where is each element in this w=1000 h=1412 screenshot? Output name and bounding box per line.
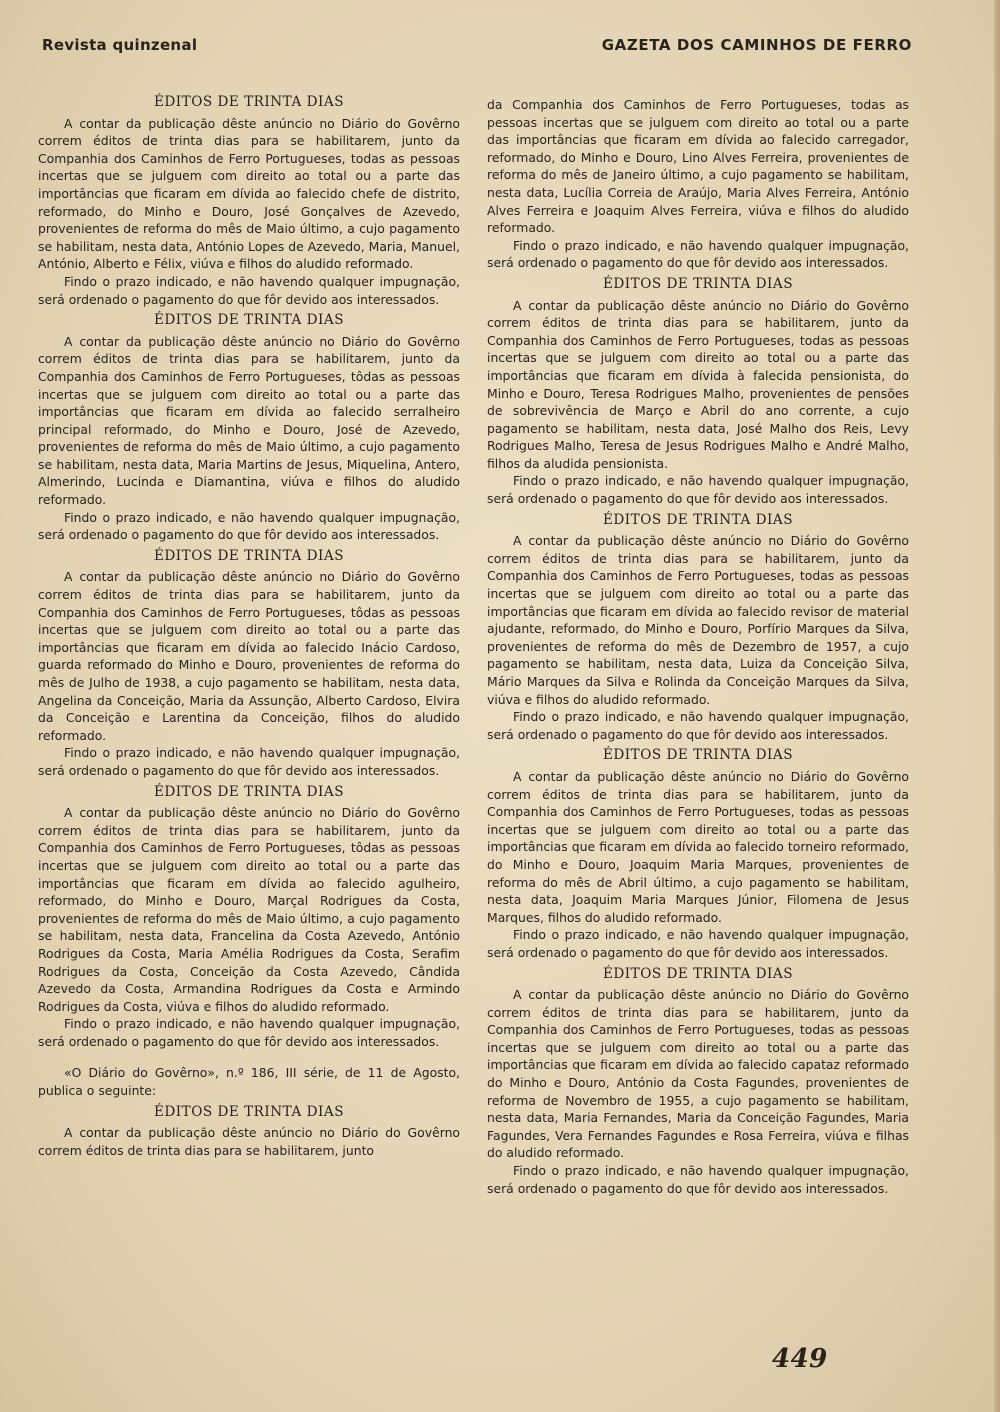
notice-body-continued: da Companhia dos Caminhos de Ferro Portugueses, todas as pessoas incertas que se julguem com direito ao total ou a parte das importâncias que ficaram em dívida ao falecido carregador, reformado, do Minho e Douro, Lino Alves Ferreira, provenientes de reforma do mês de Janeiro último, a cujo pagamento se habilitam, nesta data, Lucília Correia de Araújo, Maria Alves Ferreira, António Alves Ferreira e Joaquim Alves Ferreira, viúva e filhos do aludido reformado. [487, 97, 909, 236]
notice-closing: Findo o prazo indicado, e não havendo qualquer impugnação, será ordenado o pagamento do que fôr devido aos interessados. [38, 273, 460, 307]
notice-body: A contar da publicação dêste anúncio no Diário do Govêrno correm éditos de trinta dias para se habilitarem, junto [38, 1125, 460, 1158]
notice-body: A contar da publicação dêste anúncio no Diário do Govêrno correm éditos de trinta dias para se habilitarem, junto da Companhia dos Caminhos de Ferro Portugueses, todas as pessoas incertas que se julguem com direito ao total ou a parte das importâncias que ficaram em dívida ao falecido torneiro reformado, do Minho e Douro, Joaquim Maria Marques, provenientes de reforma do mês de Abril último, a cujo pagamento se habilitam, nesta data, Joaquim Maria Marques Júnior, Filomena de Jesus Marques, filhos do aludido reformado. [487, 768, 909, 925]
notice-closing: Findo o prazo indicado, e não havendo qualquer impugnação, será ordenado o pagamento do que fôr devido aos interessados. [38, 745, 460, 778]
notice-closing: Findo o prazo indicado, e não havendo qualquer impugnação, será ordenado o pagamento do que fôr devido aos interessados. [487, 237, 909, 271]
running-header-right: GAZETA DOS CAMINHOS DE FERRO [601, 36, 912, 54]
notice-closing: Findo o prazo indicado, e não havendo qualquer impugnação, será ordenado o pagamento do que fôr devido aos interessados. [487, 1163, 909, 1196]
spacer [38, 1050, 460, 1064]
notice-body: A contar da publicação dêste anúncio no Diário do Govêrno correm éditos de trinta dias para se habilitarem, junto da Companhia dos Caminhos de Ferro Portugueses, todas as pessoas incertas que se julguem com direito ao total ou a parte das importâncias que ficaram em dívida ao falecido capataz reformado do Minho e Douro, António da Costa Fagundes, provenientes de reforma de Novembro de 1955, a cujo pagamento se habilitam, nesta data, Maria Fernandes, Maria da Conceição Fagundes, Maria Fagundes, Vera Fernandes Fagundes e Rosa Ferreira, viúva e filhas do aludido reformado. [487, 987, 909, 1161]
left-column [38, 92, 460, 1159]
notice-heading: ÉDITOS DE TRINTA DIAS [153, 783, 345, 800]
notice-closing: Findo o prazo indicado, e não havendo qualquer impugnação, será ordenado o pagamento do que fôr devido aos interessados. [38, 1016, 460, 1049]
notice-heading: ÉDITOS DE TRINTA DIAS [602, 747, 794, 764]
notice-closing: Findo o prazo indicado, e não havendo qualquer impugnação, será ordenado o pagamento do que fôr devido aos interessados. [487, 473, 909, 507]
gazette-intro: «O Diário do Govêrno», n.º 186, III série, de 11 de Agosto, publica o seguinte: [38, 1065, 460, 1099]
page-number: 449 [772, 1344, 828, 1374]
notice-body: A contar da publicação dêste anúncio no Diário do Govêrno correm éditos de trinta dias para se habilitarem, junto da Companhia dos Caminhos de Ferro Portugueses, tôdas as pessoas incertas que se julguem com direito ao total ou a parte das importâncias que ficaram em dívida ao falecido serralheiro principal reformado, do Minho e Douro, José de Azevedo, provenientes de reforma do mês de Maio último, a cujo pagamento se habilitam, nesta data, Maria Martins de Jesus, Miquelina, Antero, Almerindo, Lucinda e Diamantina, viúva e filhos do aludido reformado. [38, 333, 460, 508]
notice-heading: ÉDITOS DE TRINTA DIAS [602, 511, 794, 528]
notice-body: A contar da publicação dêste anúncio no Diário do Govêrno correm éditos de trinta dias para se habilitarem, junto da Companhia dos Caminhos de Ferro Portugueses, todas as pessoas incertas que se julguem com direito ao total ou a parte das importâncias que ficaram em dívida ao falecido chefe de distrito, reformado, do Minho e Douro, José Gonçalves de Azevedo, provenientes de reforma do mês de Maio último, a cujo pagamento se habilitam, nesta data, António Lopes de Azevedo, Maria, Manuel, António, Alberto e Félix, viúva e filhos do aludido reformado. [38, 115, 460, 272]
running-header-left: Revista quinzenal [42, 36, 198, 54]
notice-heading: ÉDITOS DE TRINTA DIAS [602, 275, 794, 292]
notice-heading: ÉDITOS DE TRINTA DIAS [153, 1103, 345, 1120]
notice-heading: ÉDITOS DE TRINTA DIAS [153, 312, 345, 329]
notice-heading: ÉDITOS DE TRINTA DIAS [602, 965, 794, 982]
page-edge [994, 0, 1000, 1412]
notice-closing: Findo o prazo indicado, e não havendo qualquer impugnação, será ordenado o pagamento do que fôr devido aos interessados. [38, 509, 460, 543]
right-column [487, 96, 909, 1197]
notice-body: A contar da publicação dêste anúncio no Diário do Govêrno correm éditos de trinta dias para se habilitarem, junto da Companhia dos Caminhos de Ferro Portugueses, todas as pessoas incertas que se julguem com direito ao total ou a parte das importâncias que ficaram em dívida ao falecido revisor de material ajudante, reformado, do Minho e Douro, Porfírio Marques da Silva, provenientes de reforma do mês de Dezembro de 1957, a cujo pagamento se habilitam, nesta data, Luiza da Conceição Silva, Mário Marques da Silva e Rolinda da Conceição Marques da Silva, viúva e filhos do aludido reformado. [487, 533, 909, 707]
notice-body: A contar da publicação dêste anúncio no Diário do Govêrno correm éditos de trinta dias para se habilitarem, junto da Companhia dos Caminhos de Ferro Portugueses, todas as pessoas incertas que se julguem com direito ao total ou a parte das importâncias que ficaram em dívida à falecida pensionista, do Minho e Douro, Teresa Rodrigues Malho, provenientes de pensões de sobrevivência de Março e Abril do ano corrente, a cujo pagamento se habilitam, nesta data, José Malho dos Reis, Levy Rodrigues Malho, Teresa de Jesus Rodrigues Malho e André Malho, filhos da aludida pensionista. [487, 297, 909, 471]
notice-heading: ÉDITOS DE TRINTA DIAS [153, 94, 345, 110]
notice-body: A contar da publicação dêste anúncio no Diário do Govêrno correm éditos de trinta dias para se habilitarem, junto da Companhia dos Caminhos de Ferro Portugueses, tôdas as pessoas incertas que se julguem com direito ao total ou a parte das importâncias que ficaram em dívida ao falecido Inácio Cardoso, guarda reformado do Minho e Douro, provenientes de reforma do mês de Julho de 1938, a cujo pagamento se habilitam, nesta data, Angelina da Conceição, Maria da Assunção, Alberto Cardoso, Elvira da Conceição e Larentina da Conceição, filhos do aludido reformado. [38, 569, 460, 743]
notice-closing: Findo o prazo indicado, e não havendo qualquer impugnação, será ordenado o pagamento do que fôr devido aos interessados. [487, 709, 909, 742]
notice-heading: ÉDITOS DE TRINTA DIAS [153, 547, 345, 564]
notice-closing: Findo o prazo indicado, e não havendo qualquer impugnação, será ordenado o pagamento do que fôr devido aos interessados. [487, 927, 909, 960]
notice-body: A contar da publicação dêste anúncio no Diário do Govêrno correm éditos de trinta dias para se habilitarem, junto da Companhia dos Caminhos de Ferro Portugueses, tôdas as pessoas incertas que se julguem com direito ao total ou a parte das importâncias que ficaram em dívida ao falecido agulheiro, reformado, do Minho e Douro, Marçal Rodrigues da Costa, provenientes de reforma do mês de Maio último, a cujo pagamento se habilitam, nesta data, Francelina da Costa Azevedo, António Rodrigues da Costa, Maria Amélia Rodrigues da Costa, Serafim Rodrigues da Costa, Conceição da Costa Azevedo, Cândida Azevedo da Costa, Armandina Rodrigues da Costa e Armindo Rodrigues da Costa, viúva e filhos do aludido reformado. [38, 805, 460, 1014]
